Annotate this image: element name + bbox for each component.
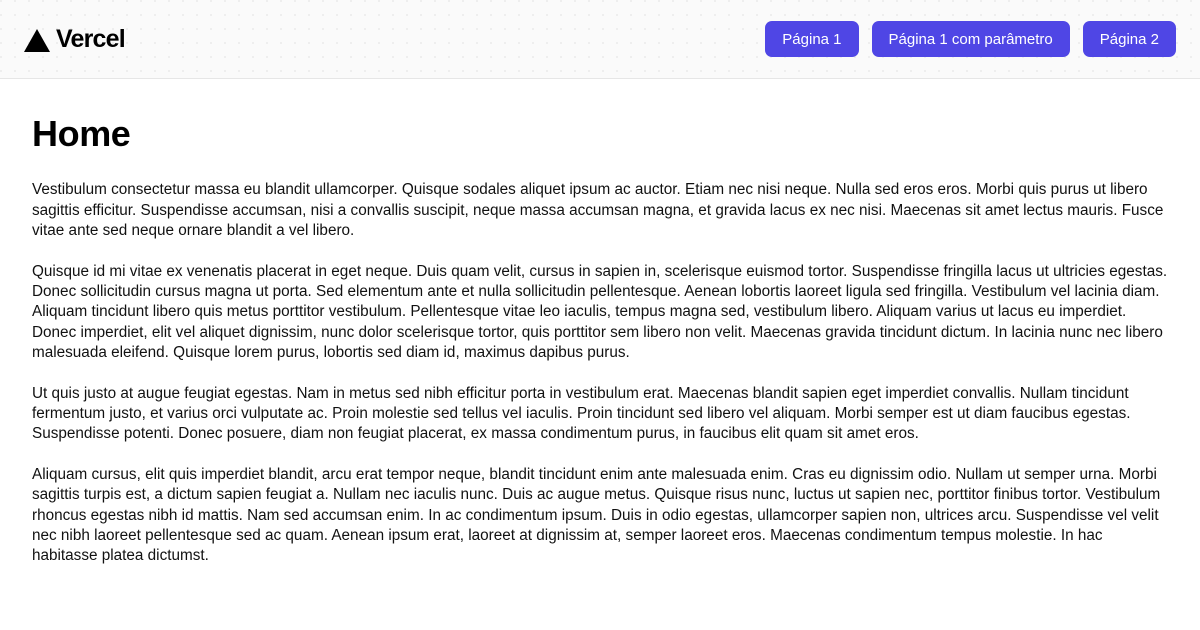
- vercel-triangle-icon: [24, 29, 50, 52]
- paragraph-4: Aliquam cursus, elit quis imperdiet blandit, arcu erat tempor neque, blandit tincidunt enim ante malesuada enim. Cras eu dignissim odio. Nullam ut semper urna. Morbi sagittis turpis est, a dictum sapien feugiat a. Nullam nec iaculis nunc. Duis ac augue metus. Quisque risus nunc, luctus ut sapien nec, porttitor finibus tortor. Vestibulum rhoncus egestas nibh id mattis. Nam sed accumsan enim. In ac condimentum ipsum. Duis in odio egestas, ullamcorper sapien non, ultrices arcu. Suspendisse vel velit nec nibh laoreet pellentesque sed ac quam. Aenean ipsum erat, laoreet at dignissim at, semper laoreet eros. Maecenas condimentum tempus molestie. In hac habitasse platea dictumst.: [32, 465, 1161, 565]
- paragraph-2: Quisque id mi vitae ex venenatis placerat in eget neque. Duis quam velit, cursus in sapien in, scelerisque euismod tortor. Suspendisse fringilla lacus ut ultricies egestas. Donec sollicitudin cursus magna ut porta. Sed elementum ante et nulla sollicitudin pellentesque. Aenean lobortis laoreet ligula sed fringilla. Vestibulum vel lacinia diam. Aliquam tincidunt libero quis metus porttitor vestibulum. Pellentesque vitae leo iaculis, tempus magna sed, vestibulum libero. Aliquam varius ut lacus eu imperdiet. Donec imperdiet, elit vel aliquet dignissim, nunc dolor scelerisque tortor, quis porttitor sem libero non velit. Maecenas gravida tincidunt dictum. In lacinia nunc nec libero malesuada eleifend. Quisque lorem purus, lobortis sed diam id, maximus dapibus purus.: [32, 262, 1168, 362]
- brand-logo[interactable]: [24, 24, 125, 53]
- nav-button-pagina-2[interactable]: Página 2: [1083, 21, 1176, 57]
- body-copy: [32, 180, 1168, 567]
- site-header: [0, 0, 1200, 79]
- paragraph-3: Ut quis justo at augue feugiat egestas. Nam in metus sed nibh efficitur porta in vestibulum erat. Maecenas blandit sapien eget imperdiet convallis. Nullam tincidunt fermentum justo, et varius orci vulputate ac. Proin molestie sed tellus vel iaculis. Proin tincidunt sed libero vel aliquam. Morbi semper est ut diam faucibus egestas. Suspendisse potenti. Donec posuere, diam non feugiat placerat, ex massa condimentum purus, in faucibus elit quam sit amet eros.: [32, 384, 1131, 443]
- primary-navigation: [765, 21, 1176, 57]
- nav-button-pagina-1[interactable]: Página 1: [765, 21, 858, 57]
- nav-button-pagina-1-com-parametro[interactable]: Página 1 com parâmetro: [872, 21, 1070, 57]
- paragraph-1: Vestibulum consectetur massa eu blandit ullamcorper. Quisque sodales aliquet ipsum ac auctor. Etiam nec nisi neque. Nulla sed eros eros. Morbi quis purus ut libero sagittis efficitur. Suspendisse accumsan, nisi a convallis suscipit, neque massa accumsan magna, et gravida lacus ex nec nisi. Maecenas sit amet lectus mauris. Fusce vitae ante sed neque ornare blandit a vel libero.: [32, 181, 1164, 240]
- brand-name: Vercel: [56, 24, 125, 53]
- page-title: Home: [32, 113, 131, 154]
- main-content: [0, 79, 1200, 567]
